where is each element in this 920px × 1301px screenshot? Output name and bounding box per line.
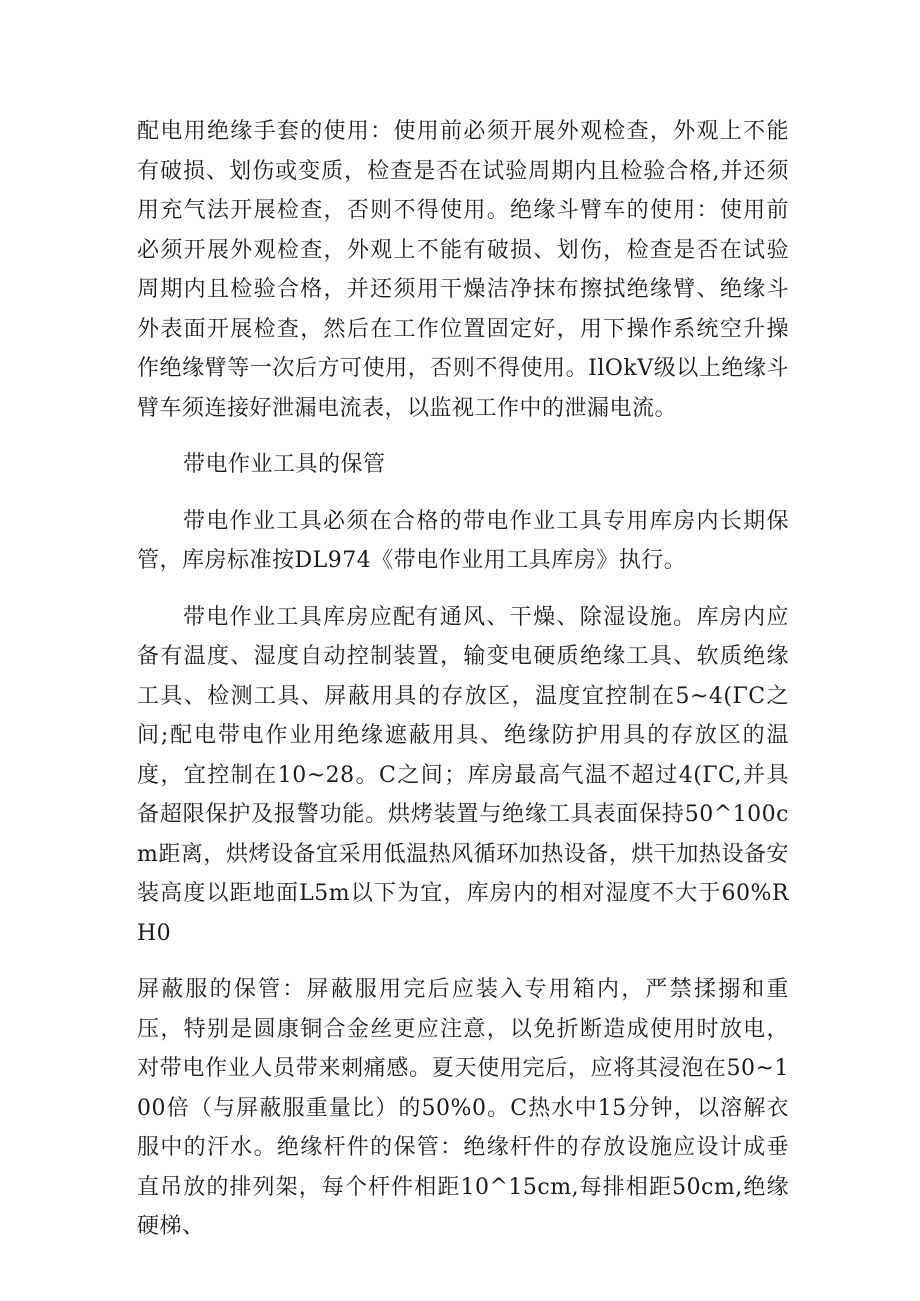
- document-body: [137, 112, 789, 1247]
- paragraph-storage-room-climate: 带电作业工具库房应配有通风、干燥、除湿设施。库房内应备有温度、湿度自动控制装置，输变电硬质绝缘工具、软质绝缘工具、检测工具、屏蔽用具的存放区，温度宜控制在5~4(ΓC之间;配电带电作业用绝缘遮蔽用具、绝缘防护用具的存放区的温度，宜控制在10~28。C之间；库房最高气温不超过4(ΓC,并具备超限保护及报警功能。烘烤装置与绝缘工具表面保持50^100cm距离，烘烤设备宜采用低温热风循环加热设备，烘干加热设备安装高度以距地面L5m以下为宜，库房内的相对湿度不大于60%RH0: [137, 604, 789, 946]
- section-heading-tool-storage: 带电作业工具的保管: [183, 452, 386, 477]
- paragraph-glove-and-bucket-truck-usage: 配电用绝缘手套的使用：使用前必须开展外观检查，外观上不能有破损、划伤或变质，检查是否在试验周期内且检验合格,并还须用充气法开展检查，否则不得使用。绝缘斗臂车的使用：使用前必须开展外观检查，外观上不能有破损、划伤，检查是否在试验周期内且检验合格，并还须用干燥洁净抹布擦拭绝缘臂、绝缘斗外表面开展检查，然后在工作位置固定好，用下操作系统空升操作绝缘臂等一次后方可使用，否则不得使用。IlOkV级以上绝缘斗臂车须连接好泄漏电流表，以监视工作中的泄漏电流。: [137, 119, 789, 421]
- paragraph-storage-room-standard: 带电作业工具必须在合格的带电作业工具专用库房内长期保管，库房标准按DL974《带电作业用工具库房》执行。: [137, 508, 789, 573]
- paragraph-shielding-suit-and-rod-storage: 屏蔽服的保管：屏蔽服用完后应装入专用箱内，严禁揉搦和重压，特别是圆康铜合金丝更应注意，以免折断造成使用时放电，对带电作业人员带来刺痛感。夏天使用完后，应将其浸泡在50~100倍（与屏蔽服重量比）的50%0。C热水中15分钟，以溶解衣服中的汗水。绝缘杆件的保管：绝缘杆件的存放设施应设计成垂直吊放的排列架，每个杆件相距10^15cm,每排相距50cm,绝缘硬梯、: [137, 977, 789, 1239]
